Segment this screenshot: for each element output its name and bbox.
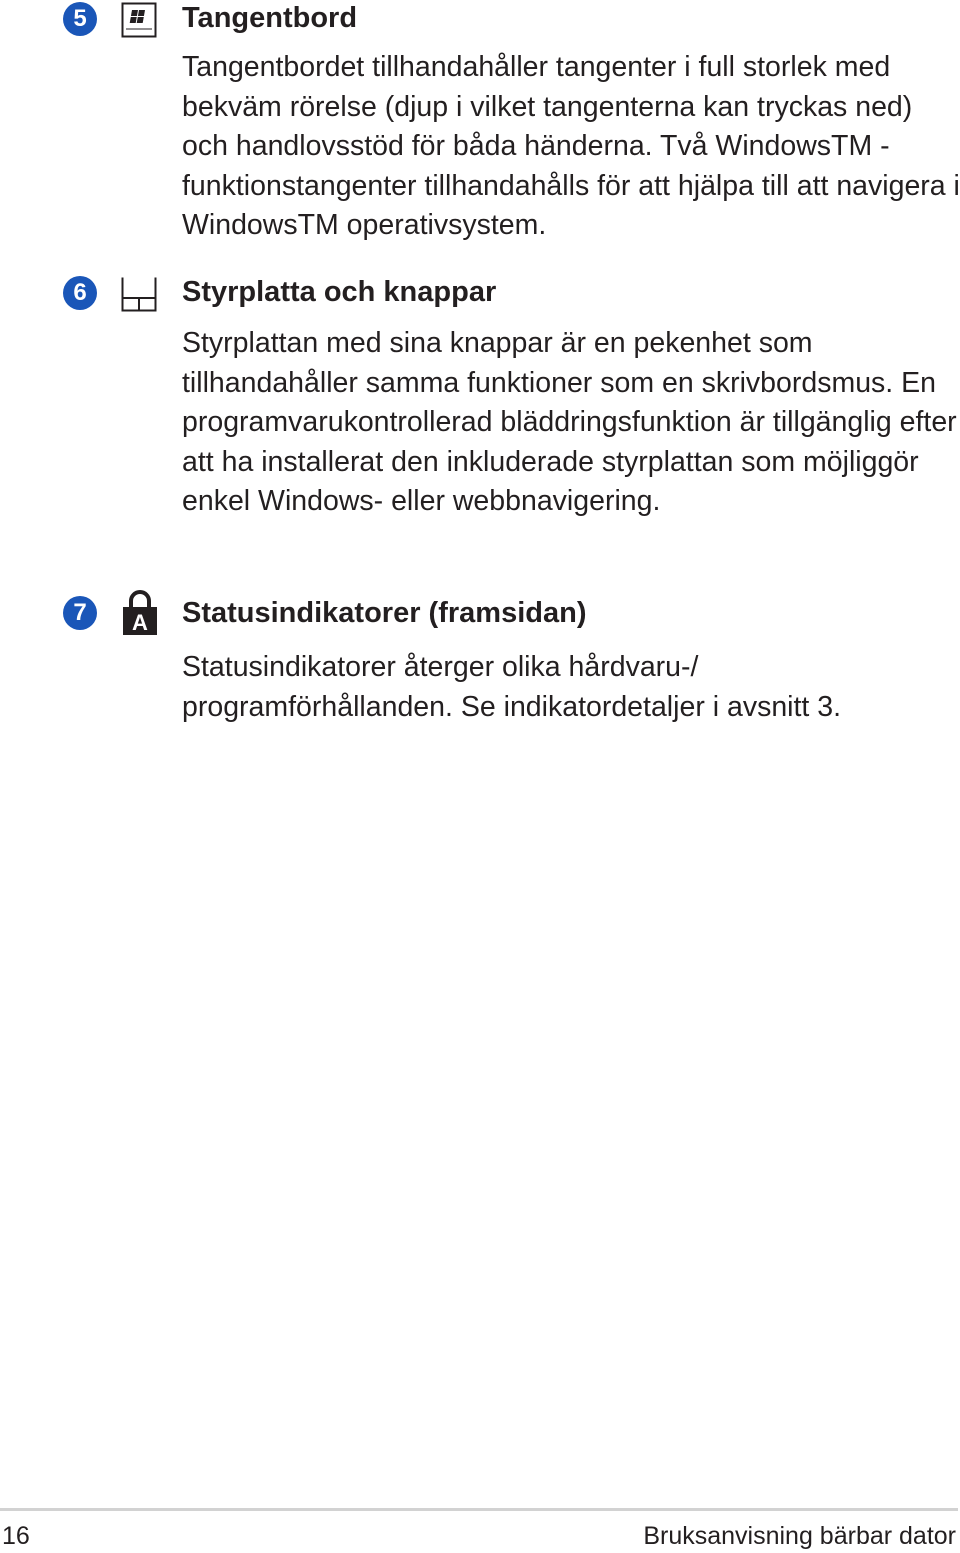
section-heading: Tangentbord: [182, 2, 358, 34]
section-body: Tangentbordet tillhandahåller tangenter i full storlek med bekväm rörelse (djup i vilket tangenterna kan tryckas ned) och handlovsstöd för båda händerna. Två WindowsTM -funktionstangenter tillhandahålls för att hjälpa till att navigera i WindowsTM operativsystem.: [182, 51, 960, 242]
item-number-badge: 5: [63, 2, 97, 36]
section-heading: Styrplatta och knappar: [182, 276, 497, 308]
footer-divider: [0, 1508, 958, 1511]
caps-lock-icon: [121, 590, 159, 641]
windows-key-icon: [121, 2, 157, 43]
page-number: 16: [2, 1522, 30, 1550]
section-heading: Statusindikatorer (framsidan): [182, 597, 587, 629]
item-number-badge: 6: [63, 276, 97, 310]
section-body: Statusindikatorer återger olika hårdvaru-/ programförhållanden. Se indikatordetaljer i avsnitt 3.: [182, 651, 842, 723]
document-title: Bruksanvisning bärbar dator: [643, 1522, 956, 1550]
caps-lock-letter: A: [132, 610, 148, 635]
section-body: Styrplattan med sina knappar är en pekenhet som tillhandahåller samma funktioner som en skrivbordsmus. En programvarukontrollerad bläddringsfunktion är tillgänglig efter att ha installerat den inkluderade styrplattan som möjliggör enkel Windows- eller webbnavigering.: [182, 327, 957, 518]
item-number-badge: 7: [63, 596, 97, 630]
touchpad-icon: [121, 276, 157, 317]
